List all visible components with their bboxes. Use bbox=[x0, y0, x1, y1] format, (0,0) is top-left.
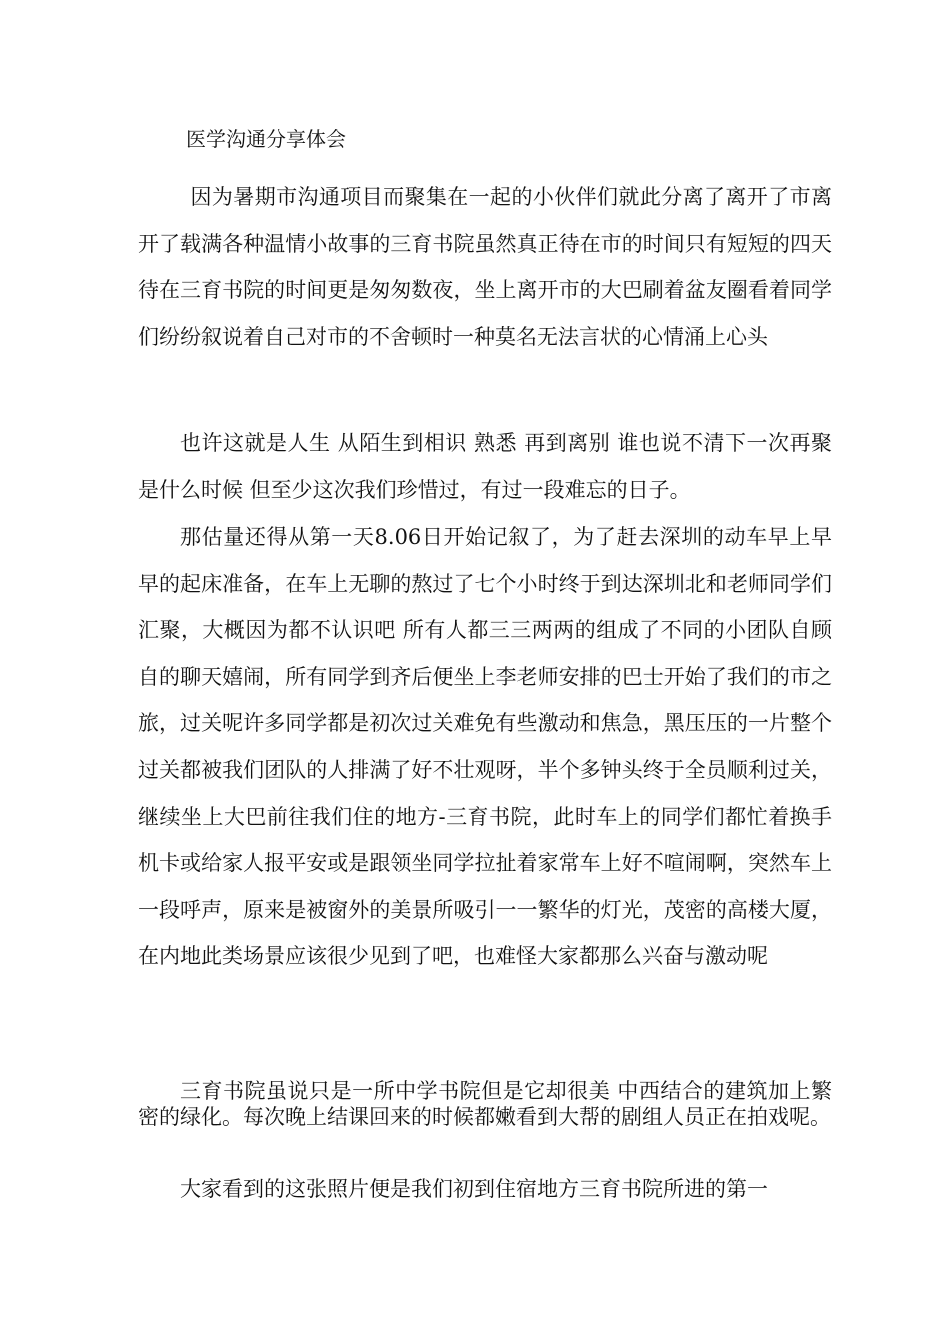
paragraph-college-description: 三育书院虽说只是一所中学书院但是它却很美 中西结合的建筑加上繁密的绿化。每次晚上结课回来的时候都嫩看到大帮的剧组人员正在拍戏呢。 bbox=[138, 1079, 832, 1129]
paragraph-first-day: 那估量还得从第一天8.06日开始记叙了，为了赶去深圳的动车早上早早的起床准备，在车上无聊的熬过了七个小时终于到达深圳北和老师同学们汇聚，大概因为都不认识吧 所有人都三三两两的组成了不同的小团队自顾自的聊天嬉闹，所有同学到齐后便坐上李老师安排的巴士开始了我们的市之旅，过关呢许多同学都是初次过关难免有些激动和焦急，黑压压的一片整个过关都被我们团队的人排满了好不壮观呀，半个多钟头终于全员顺利过关，继续坐上大巴前往我们住的地方-三育书院，此时车上的同学们都忙着换手机卡或给家人报平安或是跟领坐同学拉扯着家常车上好不喧闹啊，突然车上一段呼声，原来是被窗外的美景所吸引一一繁华的灯光，茂密的高楼大厦，在内地此类场景应该很少见到了吧，也难怪大家都那么兴奋与激动呢 bbox=[138, 525, 832, 969]
paragraph-photo-intro: 大家看到的这张照片便是我们初到住宿地方三育书院所进的第一 bbox=[180, 1177, 768, 1201]
document-title: 医学沟通分享体会 bbox=[186, 127, 346, 151]
paragraph-farewell: 因为暑期市沟通项目而聚集在一起的小伙伴们就此分离了离开了市离开了载满各种温情小故事的三育书院虽然真正待在市的时间只有短短的四天待在三育书院的时间更是匆匆数夜，坐上离开市的大巴刷着盆友圈看着同学们纷纷叙说着自己对市的不舍顿时一种莫名无法言状的心情涌上心头 bbox=[138, 185, 832, 349]
paragraph-life-reflection: 也许这就是人生 从陌生到相识 熟悉 再到离别 谁也说不清下一次再聚是什么时候 但至少这次我们珍惜过，有过一段难忘的日子。 bbox=[138, 431, 832, 502]
